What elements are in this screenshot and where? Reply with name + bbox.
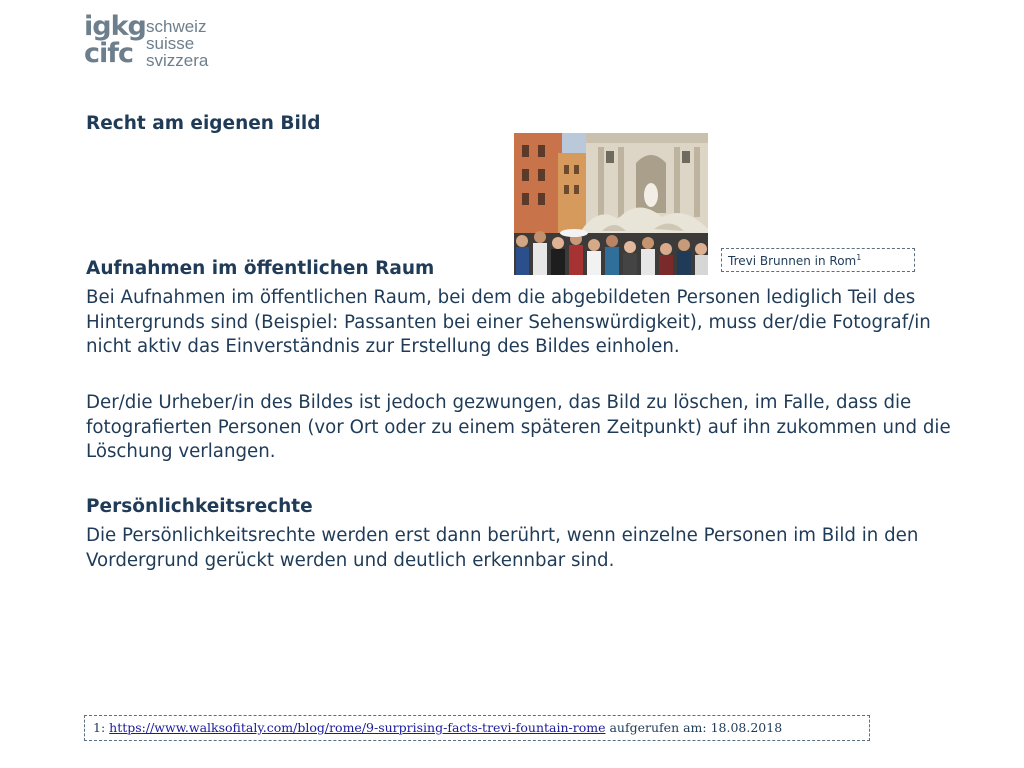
footnote — [84, 715, 870, 741]
footnote-number: 1: — [93, 720, 106, 735]
logo-languages — [146, 18, 208, 69]
caption-text: Trevi Brunnen in Rom — [728, 254, 857, 268]
logo-word-de: schweiz — [146, 17, 207, 36]
logo-mark — [84, 11, 146, 69]
logo-word-it: svizzera — [146, 51, 209, 70]
caption-footnote-ref: 1 — [856, 253, 862, 262]
paragraph-public-space-2: Der/die Urheber/in des Bildes ist jedoch gezwungen, das Bild zu löschen, im Falle, dass die fotografierten Personen (vor Ort oder zu einem späteren Zeitpunkt) auf ihn zukommen und die Löschung verlangen. — [86, 392, 951, 462]
paragraph-personality-rights: Die Persönlichkeitsrechte werden erst dann berührt, wenn einzelne Personen im Bild in den Vordergrund gerückt werden und deutlich erkennbar sind. — [86, 525, 919, 571]
section-heading-public-space: Aufnahmen im öffentlichen Raum — [86, 258, 435, 279]
logo-mark-line2: cifc — [84, 38, 134, 69]
logo-word-fr: suisse — [146, 34, 195, 53]
paragraph-public-space-1: Bei Aufnahmen im öffentlichen Raum, bei dem die abgebildeten Personen lediglich Teil des Hintergrunds sind (Beispiel: Passanten bei einer Sehenswürdigkeit), muss der/die Fotograf/in nicht aktiv das Einverständnis zur Erstellung des Bildes einholen. — [86, 287, 931, 357]
footnote-link[interactable]: https://www.walksofitaly.com/blog/rome/9-surprising-facts-trevi-fountain-rome — [109, 720, 606, 735]
footnote-accessed-date: aufgerufen am: 18.08.2018 — [609, 720, 783, 735]
page-title: Recht am eigenen Bild — [86, 113, 321, 134]
image-caption — [721, 248, 915, 272]
logo-mark-line1: igkg — [84, 11, 146, 42]
trevi-fountain-photo — [514, 133, 708, 275]
section-heading-personality-rights: Persönlichkeitsrechte — [86, 496, 313, 517]
